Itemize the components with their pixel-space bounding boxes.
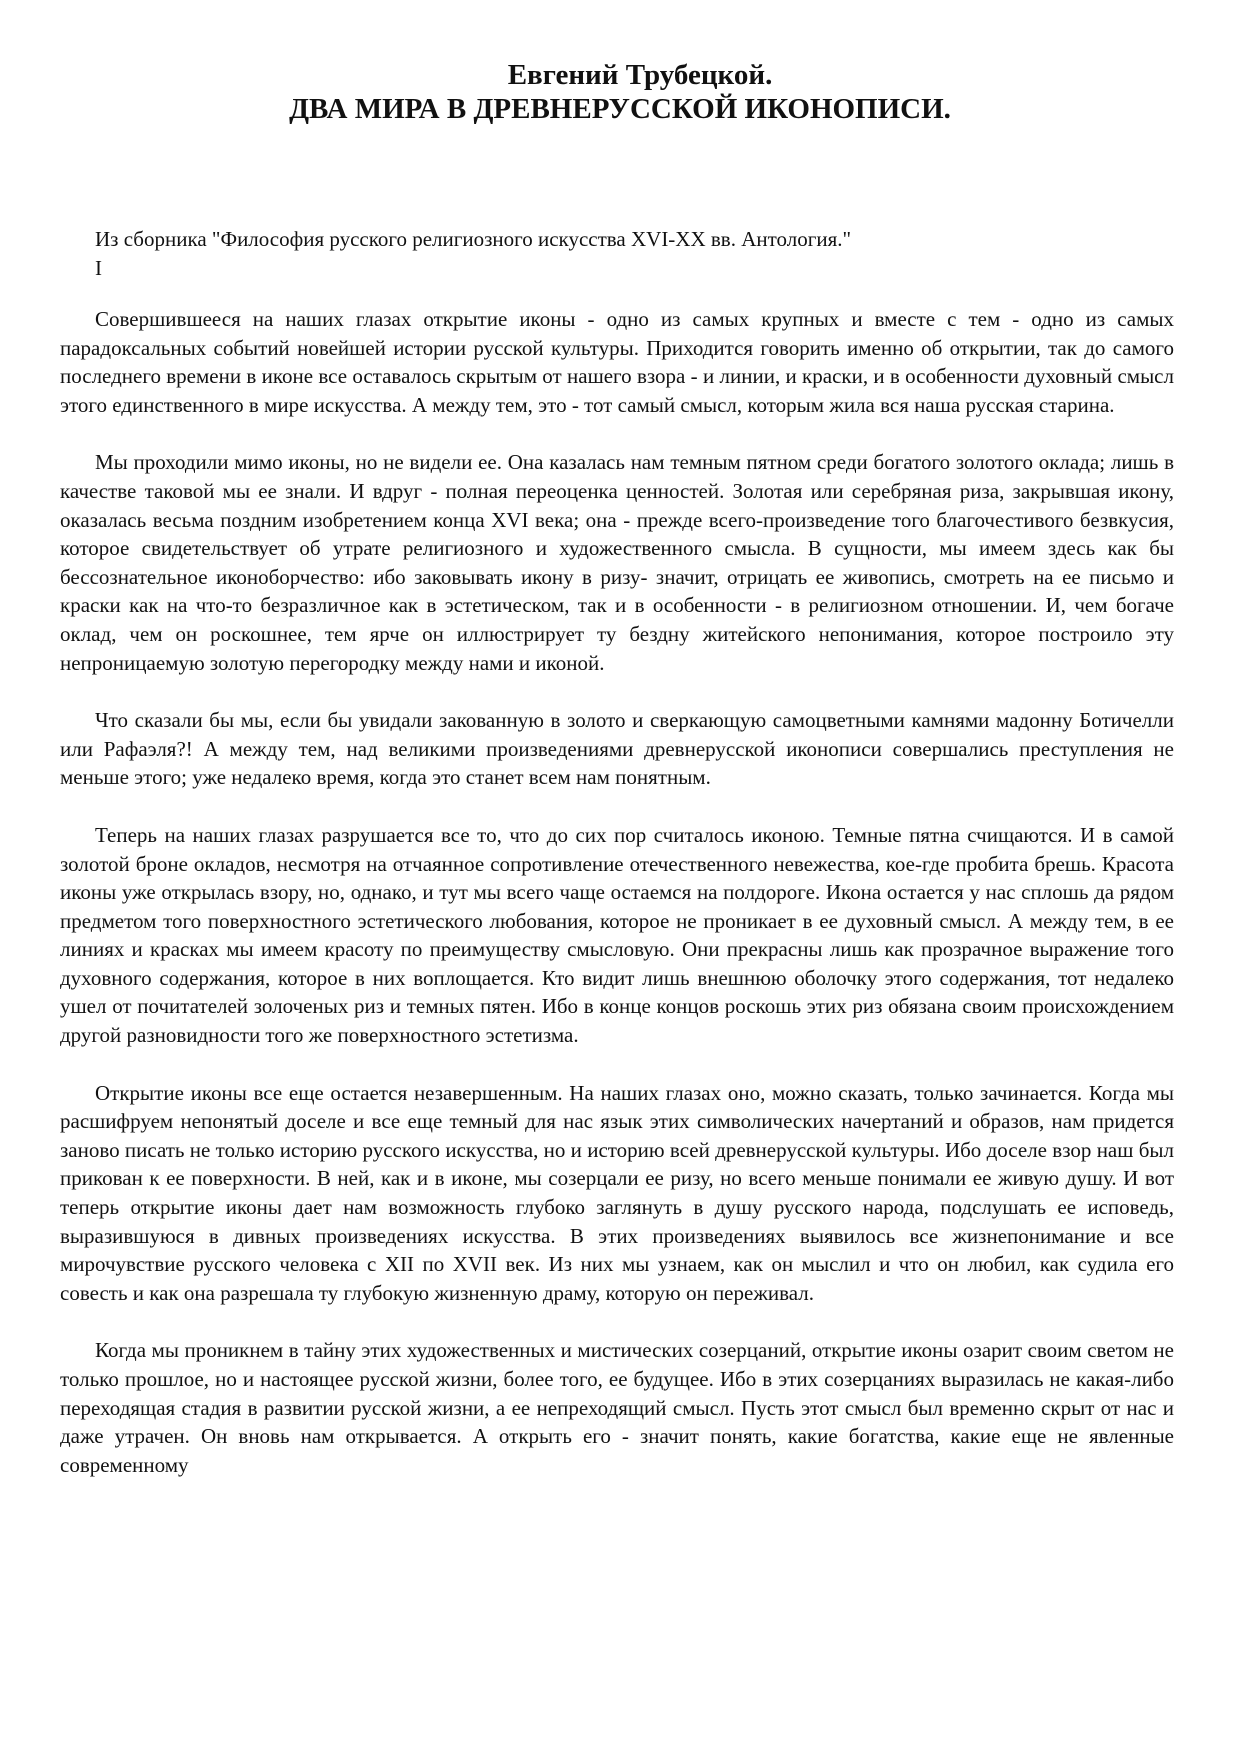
author-name: Евгений Трубецкой. <box>507 59 773 91</box>
source-note <box>95 225 1175 283</box>
paragraph: Мы проходили мимо иконы, но не видели ее. Она казалась нам темным пятном среди богатого золотого оклада; лишь в качестве таковой мы ее знали. И вдруг - полная переоценка ценностей. Золотая или серебряная риза, закрывшая икону, оказалась весьма поздним изобретением конца XVI века; она - прежде всего-произведение того благочестивого безвкусия, которое свидетельствует об утрате религиозного и художественного смысла. В сущности, мы имеем здесь как бы бессознательное иконоборчество: ибо заковывать икону в ризу- значит, отрицать ее живопись, смотреть на ее письмо и краски как на что-то безразличное как в эстетическом, так и в особенности - в религиозном отношении. И, чем богаче оклад, чем он роскошнее, тем ярче он иллюстрирует ту бездну житейского непонимания, которое построило эту непроницаемую золотую перегородку между нами и иконой. <box>60 450 1174 675</box>
section-number: I <box>95 256 102 280</box>
paragraph: Что сказали бы мы, если бы увидали закованную в золото и сверкающую самоцветными камнями мадонну Ботичелли или Рафаэля?! А между тем, над великими произведениями древнерусской иконописи совершались преступления не меньше этого; уже недалеко время, когда это станет всем нам понятным. <box>60 708 1174 790</box>
document-title: ДВА МИРА В ДРЕВНЕРУССКОЙ ИКОНОПИСИ. <box>289 93 951 125</box>
document-body <box>60 305 1174 1508</box>
paragraph: Открытие иконы все еще остается незавершенным. На наших глазах оно, можно сказать, только зачинается. Когда мы расшифруем непонятый доселе и все еще темный для нас язык этих символических начертаний и образов, нам придется заново писать не только историю русского искусства, но и историю всей древнерусской культуры. Ибо доселе взор наш был прикован к ее поверхности. В ней, как и в иконе, мы созерцали ее ризу, но всего меньше понимали ее живую душу. И вот теперь открытие иконы дает нам возможность глубоко заглянуть в душу русского народа, подслушать ее исповедь, выразившуюся в дивных произведениях искусства. В этих произведениях выявилось все жизнепонимание и все мирочувствие русского человека с XII по XVII век. Из них мы узнаем, как он мыслил и что он любил, как судила его совесть и как она разрешала ту глубокую жизненную драму, которую он переживал. <box>60 1080 1174 1305</box>
document-header <box>0 58 1240 126</box>
paragraph: Когда мы проникнем в тайну этих художественных и мистических созерцаний, открытие иконы озарит своим светом не только прошлое, но и настоящее русской жизни, более того, ее будущее. Ибо в этих созерцаниях выразилась не какая-либо переходящая стадия в развитии русской жизни, а ее непреходящий смысл. Пусть этот смысл был временно скрыт от нас и даже утрачен. Он вновь нам открывается. А открыть его - значит понять, какие богатства, какие еще не явленные современному <box>60 1338 1174 1477</box>
paragraph: Теперь на наших глазах разрушается все то, что до сих пор считалось иконою. Темные пятна счищаются. И в самой золотой броне окладов, несмотря на отчаянное сопротивление отечественного невежества, кое-где пробита брешь. Красота иконы уже открылась взору, но, однако, и тут мы всего чаще остаемся на полдороге. Икона остается у нас сплошь да рядом предметом того поверхностного эстетического любования, которое не проникает в ее духовный смысл. А между тем, в ее линиях и красках мы имеем красоту по преимуществу смысловую. Они прекрасны лишь как прозрачное выражение того духовного содержания, которое в них воплощается. Кто видит лишь внешнюю оболочку этого содержания, тот недалеко ушел от почитателей золоченых риз и темных пятен. Ибо в конце концов роскошь этих риз обязана своим происхождением другой разновидности того же поверхностного эстетизма. <box>60 822 1174 1048</box>
source-line: Из сборника "Философия русского религиозного искусства XVI-XX вв. Антология." <box>95 227 852 251</box>
paragraph: Совершившееся на наших глазах открытие иконы - одно из самых крупных и вместе с тем - одно из самых парадоксальных событий новейшей истории русской культуры. Приходится говорить именно об открытии, так до самого последнего времени в иконе все оставалось скрытым от нашего взора - и линии, и краски, и в особенности духовный смысл этого единственного в мире искусства. А между тем, это - тот самый смысл, которым жила вся наша русская старина. <box>60 307 1174 417</box>
